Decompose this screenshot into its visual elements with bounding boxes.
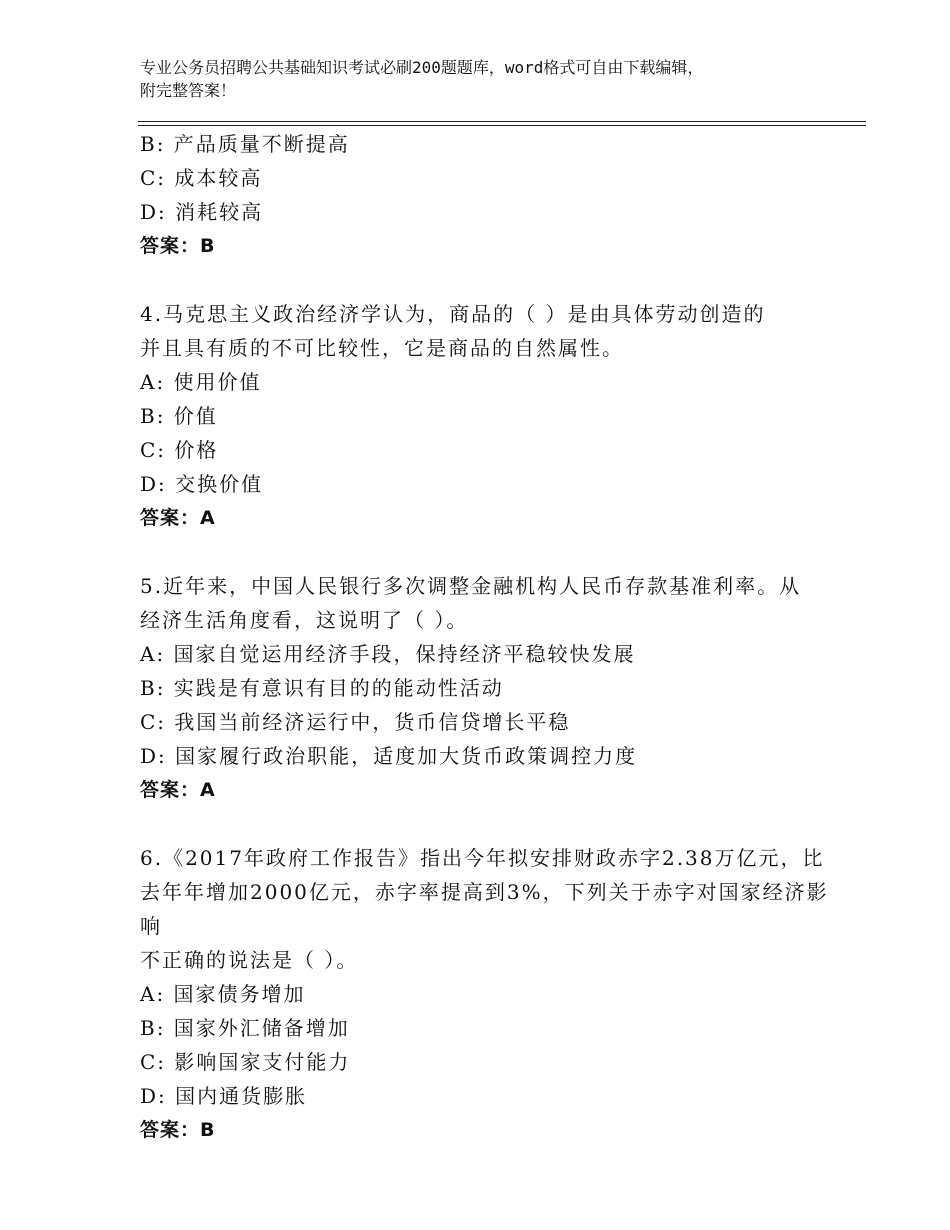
answer: 答案：B — [140, 1119, 216, 1141]
option-c: C: 成本较高 — [140, 166, 263, 190]
option-b: B: 实践是有意识有目的的能动性活动 — [140, 676, 504, 700]
question-stem-line: 4.马克思主义政治经济学认为，商品的（ ）是由具体劳动创造的 — [140, 302, 766, 326]
question-stem-line: 6.《2017年政府工作报告》指出今年拟安排财政赤字2.38万亿元，比 — [140, 846, 825, 870]
answer: 答案：A — [140, 779, 216, 801]
option-a: A: 国家自觉运用经济手段，保持经济平稳较快发展 — [140, 642, 636, 666]
question-stem-line: 经济生活角度看，这说明了（ ）。 — [140, 608, 469, 632]
option-d: D: 消耗较高 — [140, 200, 264, 224]
option-c: C: 价格 — [140, 438, 219, 462]
option-d: D: 国内通货膨胀 — [140, 1084, 308, 1108]
option-a: A: 国家债务增加 — [140, 982, 306, 1006]
header-line-1: 专业公务员招聘公共基础知识考试必刷200题题库，word格式可自由下载编辑， — [140, 58, 704, 77]
question-6 — [140, 841, 840, 1147]
answer: 答案：A — [140, 507, 216, 529]
option-d: D: 国家履行政治职能，适度加大货币政策调控力度 — [140, 744, 638, 768]
question-5 — [140, 569, 840, 807]
option-b: B: 国家外汇储备增加 — [140, 1016, 350, 1040]
answer: 答案：B — [140, 235, 216, 257]
question-stem-line: 去年年增加2000亿元，赤字率提高到3%，下列关于赤字对国家经济影响 — [140, 880, 829, 938]
page-header — [140, 56, 840, 102]
option-b: B: 价值 — [140, 404, 218, 428]
option-c: C: 影响国家支付能力 — [140, 1050, 351, 1074]
option-a: A: 使用价值 — [140, 370, 262, 394]
question-stem-line: 并且具有质的不可比较性，它是商品的自然属性。 — [140, 336, 624, 360]
question-3-tail — [140, 127, 840, 263]
header-divider-bottom — [138, 125, 866, 126]
header-line-2: 附完整答案！ — [140, 81, 237, 100]
option-b: B: 产品质量不断提高 — [140, 132, 350, 156]
question-list — [140, 127, 840, 1147]
question-stem-line: 不正确的说法是（ ）。 — [140, 948, 359, 972]
option-d: D: 交换价值 — [140, 472, 264, 496]
option-c: C: 我国当前经济运行中，货币信贷增长平稳 — [140, 710, 571, 734]
question-stem-line: 5.近年来，中国人民银行多次调整金融机构人民币存款基准利率。从 — [140, 574, 802, 598]
header-divider-top — [138, 121, 866, 122]
question-4 — [140, 297, 840, 535]
